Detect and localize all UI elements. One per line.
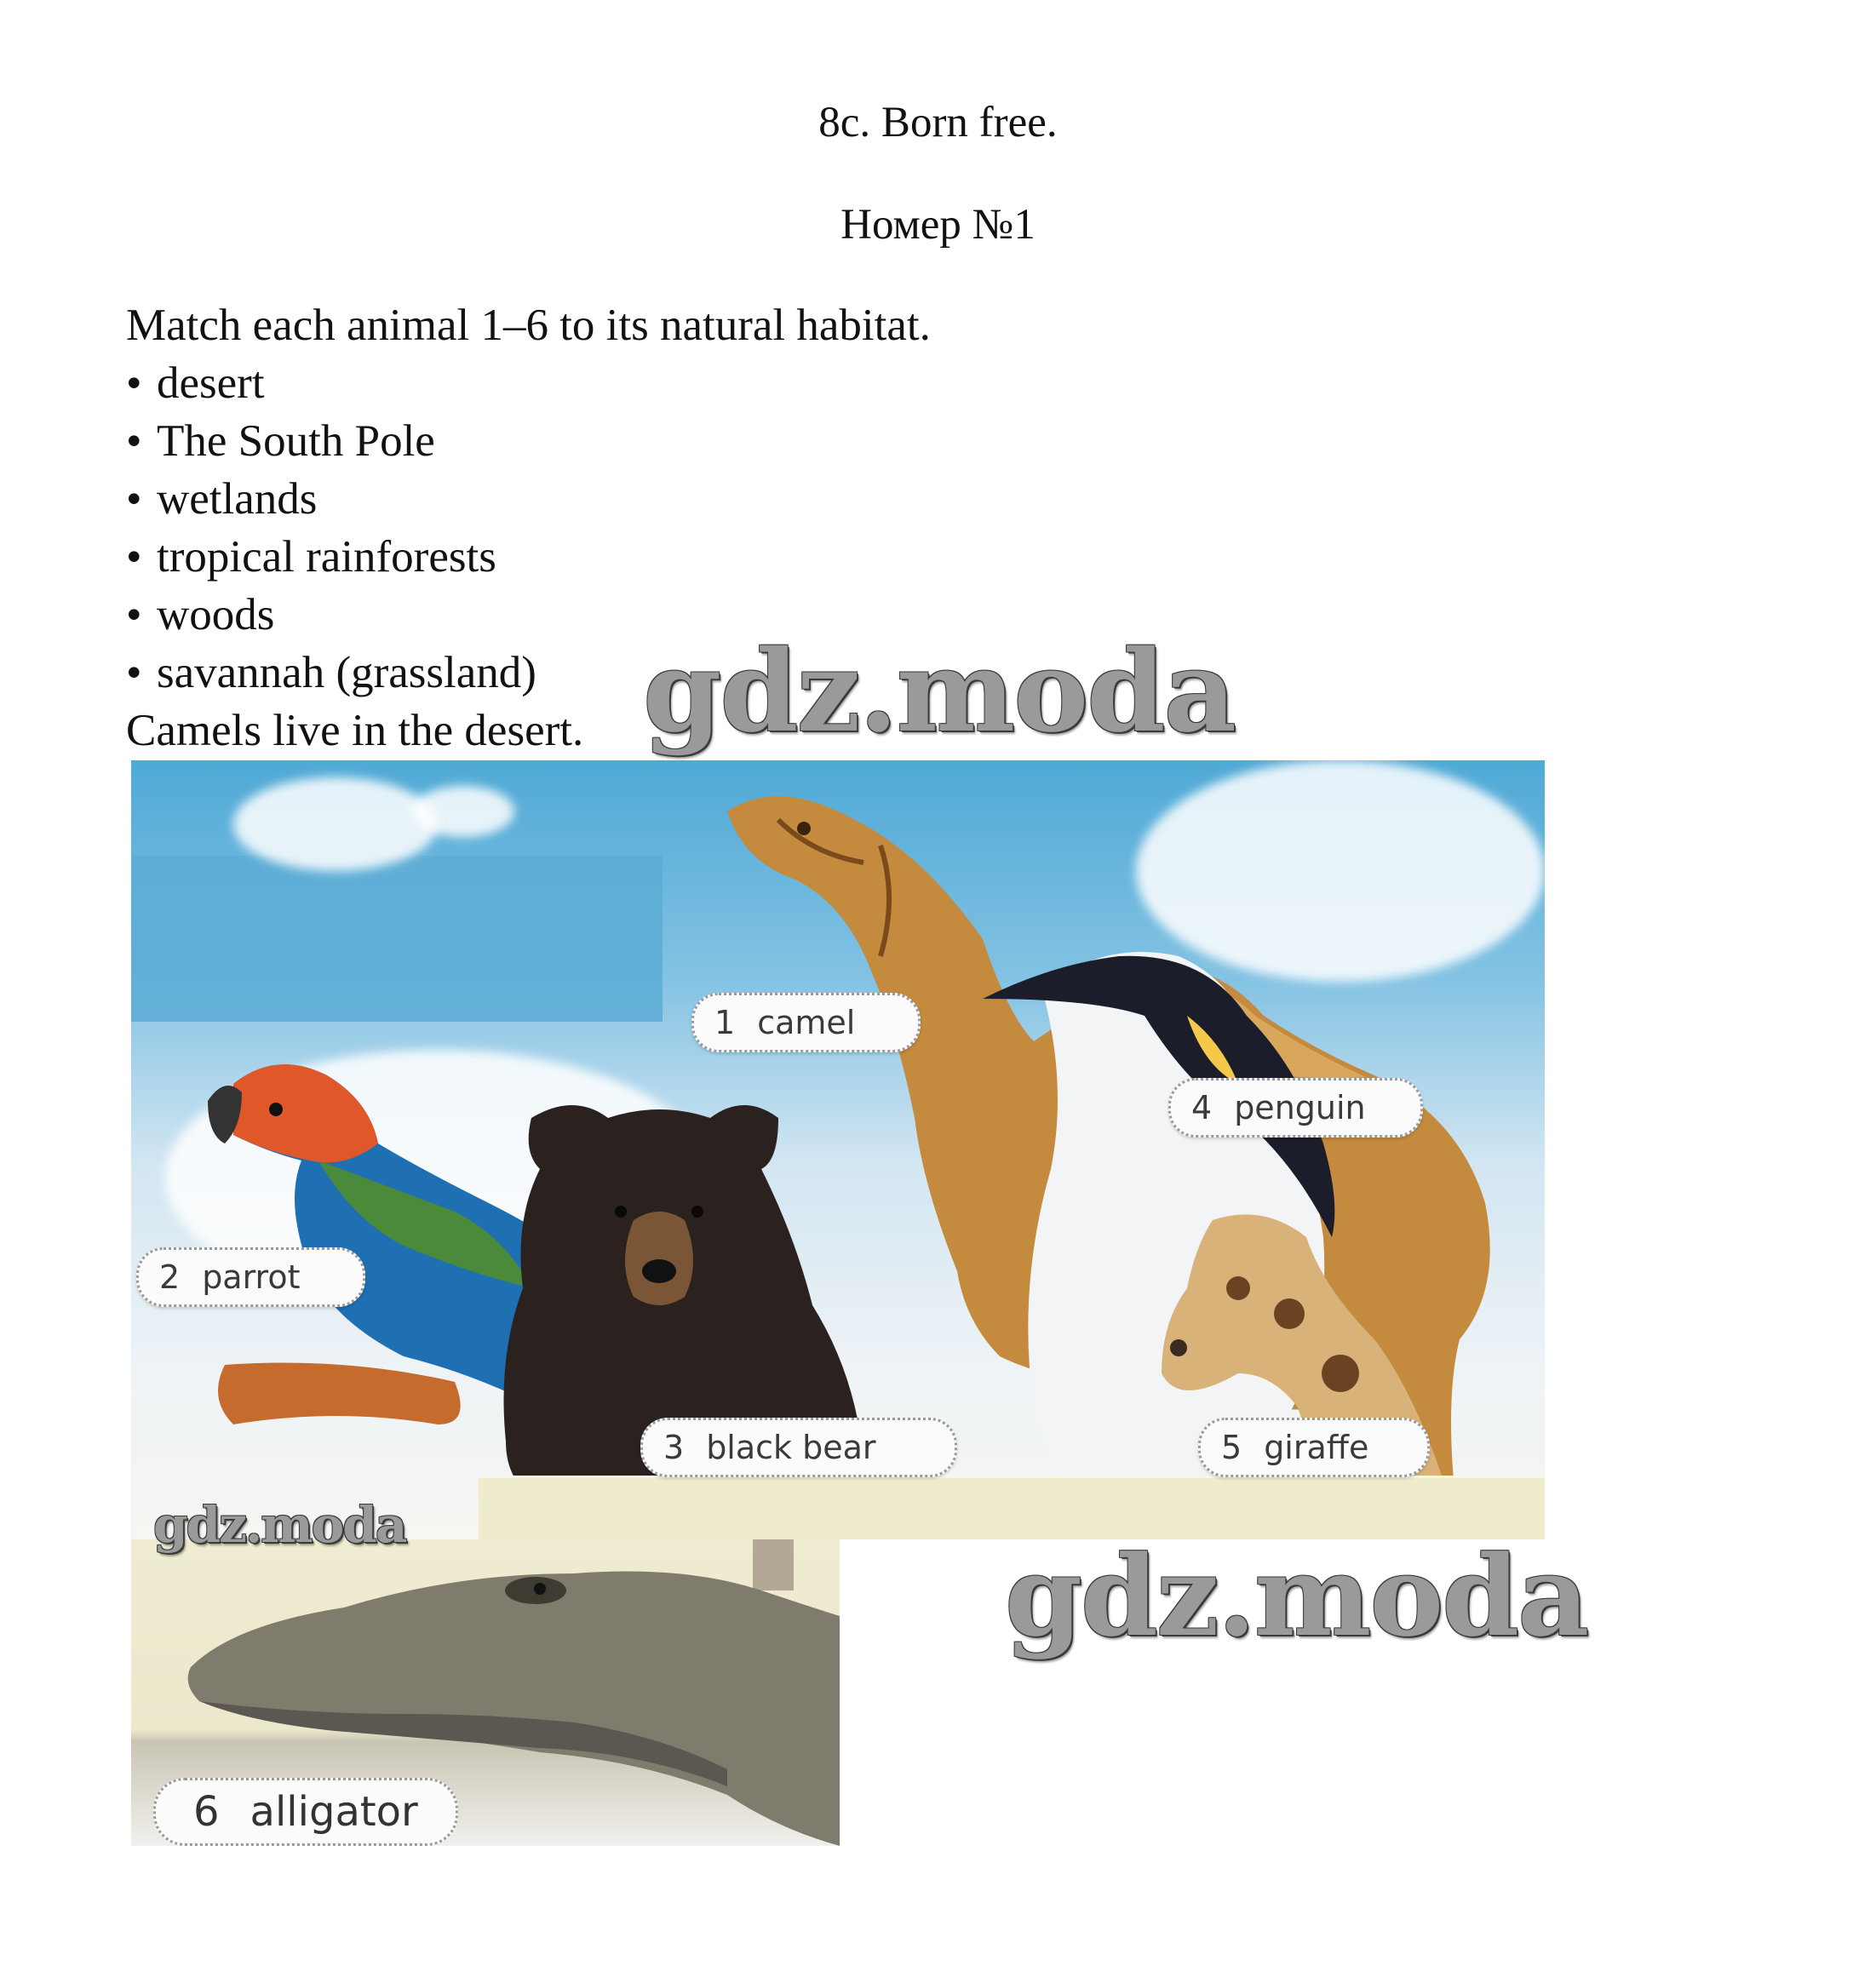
bullet-dot: • <box>126 474 142 524</box>
label-number: 2 <box>159 1258 181 1296</box>
lesson-title: 8c. Born free. <box>818 99 1058 146</box>
label-name: penguin <box>1234 1089 1366 1126</box>
alligator-illustration <box>131 1539 840 1846</box>
label-number: 1 <box>714 1004 736 1041</box>
label-name: alligator <box>250 1788 418 1836</box>
animals-illustration <box>131 760 1545 1539</box>
label-alligator <box>153 1778 458 1846</box>
label-number: 5 <box>1221 1429 1242 1466</box>
habitat-item <box>126 412 1233 470</box>
habitat-label: savannah (grassland) <box>157 648 536 697</box>
task-instruction: Match each animal 1–6 to its natural habitat. <box>126 301 931 350</box>
watermark: gdz.moda <box>153 1496 406 1554</box>
label-black-bear <box>640 1418 957 1477</box>
task-number: Номер №1 <box>840 201 1036 249</box>
habitat-item <box>126 354 1233 412</box>
example-sentence: Camels live in the desert. <box>126 706 584 755</box>
label-name: parrot <box>202 1258 301 1296</box>
habitat-label: woods <box>157 590 275 639</box>
habitat-item <box>126 528 1233 586</box>
label-number: 4 <box>1191 1089 1213 1126</box>
bullet-dot: • <box>126 590 142 639</box>
habitat-label: wetlands <box>157 474 318 524</box>
label-penguin <box>1168 1078 1423 1138</box>
label-parrot <box>136 1247 365 1307</box>
label-camel <box>691 993 921 1052</box>
watermark: gdz.moda <box>643 626 1236 758</box>
bullet-dot: • <box>126 416 142 466</box>
label-name: giraffe <box>1264 1429 1369 1466</box>
label-number: 3 <box>663 1429 685 1466</box>
label-number: 6 <box>193 1788 220 1836</box>
watermark: gdz.moda <box>1005 1531 1588 1661</box>
label-name: black bear <box>706 1429 876 1466</box>
floor-strip <box>479 1476 1545 1539</box>
label-name: camel <box>757 1004 856 1041</box>
habitat-label: desert <box>157 358 265 408</box>
bullet-dot: • <box>126 648 142 697</box>
habitat-item <box>126 470 1233 528</box>
habitat-label: tropical rainforests <box>157 532 496 582</box>
bullet-dot: • <box>126 532 142 582</box>
habitat-label: The South Pole <box>157 416 435 466</box>
bullet-dot: • <box>126 358 142 408</box>
label-giraffe <box>1198 1418 1430 1477</box>
